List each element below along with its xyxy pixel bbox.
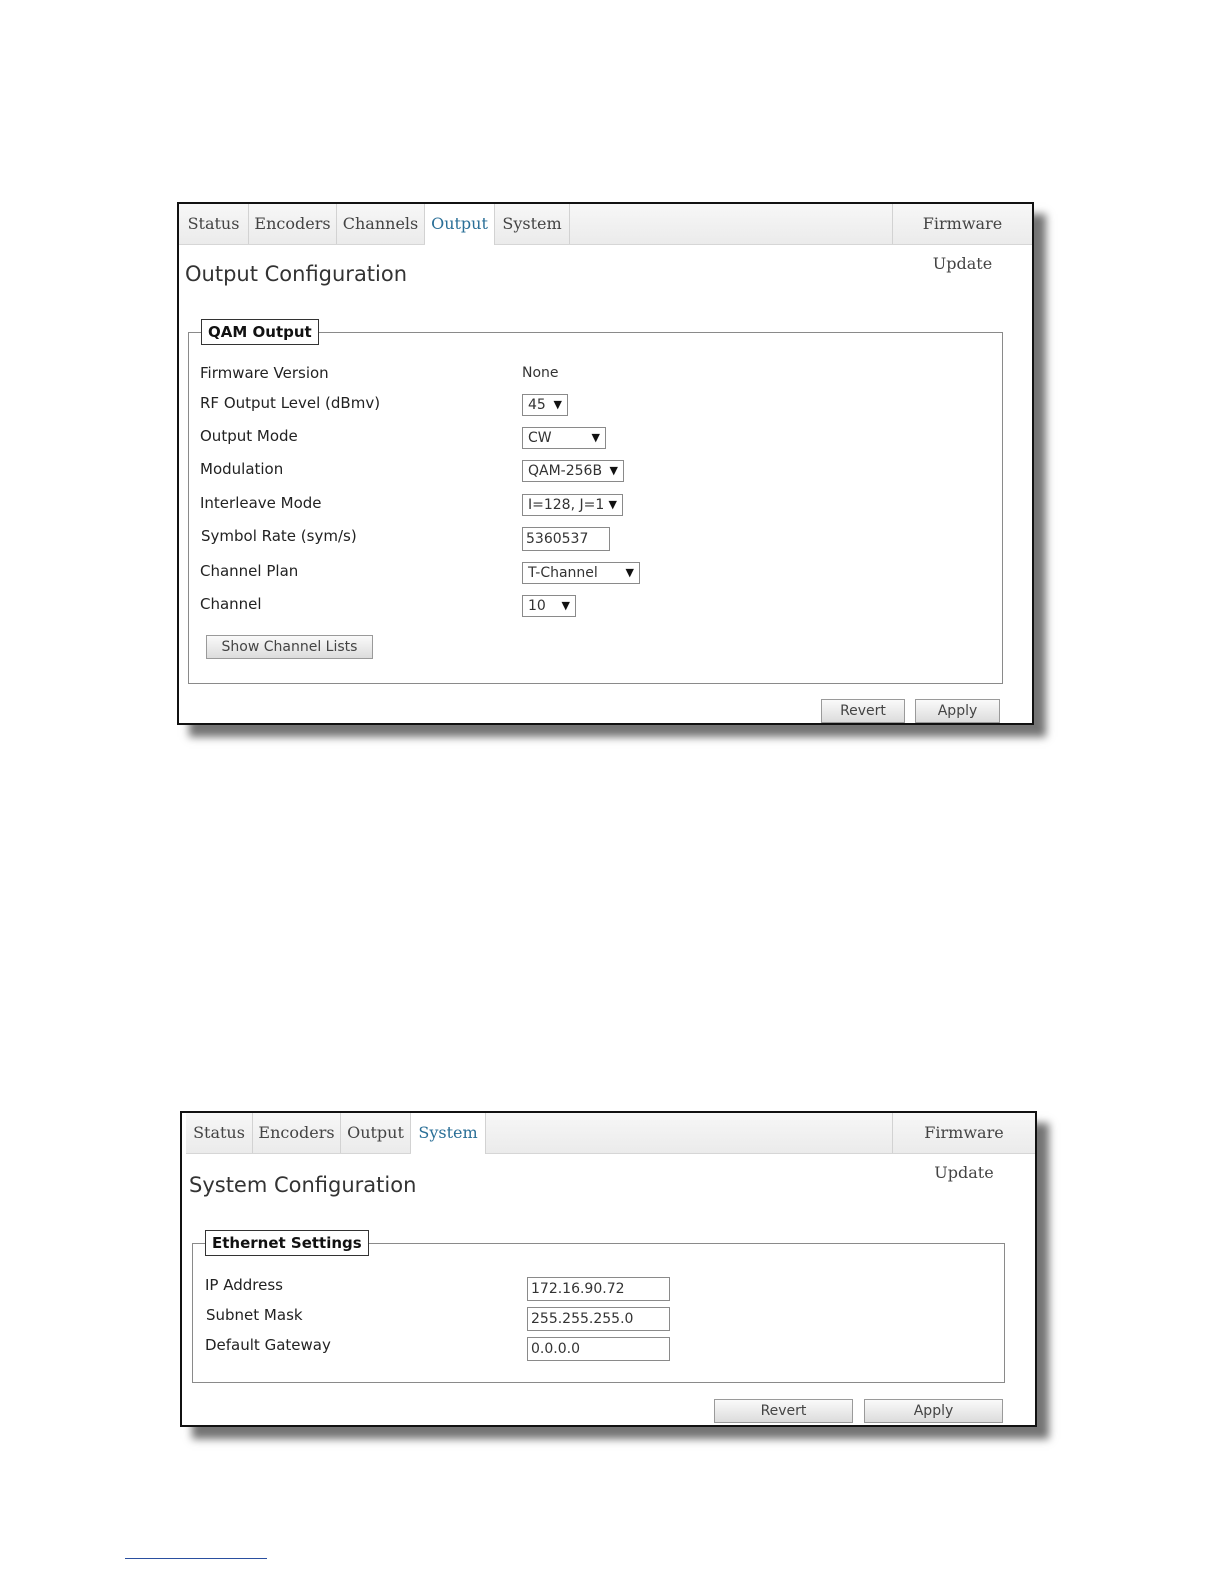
output-mode-select[interactable] — [522, 427, 606, 449]
channel-plan-select[interactable] — [522, 562, 640, 584]
output-config-screenshot — [177, 202, 1034, 725]
tab-encoders[interactable]: Encoders — [249, 204, 337, 244]
channel-plan-value: T-Channel — [528, 565, 598, 581]
channel-plan-label: Channel Plan — [200, 562, 299, 580]
default-gateway-label: Default Gateway — [205, 1336, 331, 1354]
tab-bar — [179, 204, 1032, 273]
qam-output-legend: QAM Output — [201, 319, 319, 345]
firmware-version-label: Firmware Version — [200, 364, 329, 382]
symbol-rate-label: Symbol Rate (sym/s) — [201, 527, 357, 545]
chevron-down-icon: ▼ — [553, 398, 562, 411]
tab-bar — [186, 1113, 1035, 1182]
modulation-select[interactable] — [522, 460, 624, 482]
footnote-divider — [125, 1558, 267, 1559]
tab-output[interactable]: Output — [341, 1113, 411, 1153]
tab-firmware-update[interactable]: Firmware Update — [892, 1113, 1035, 1153]
chevron-down-icon: ▼ — [561, 599, 570, 612]
chevron-down-icon: ▼ — [609, 464, 618, 477]
page-title: System Configuration — [189, 1173, 417, 1197]
tab-output[interactable]: Output — [425, 204, 495, 245]
default-gateway-input[interactable]: 0.0.0.0 — [527, 1337, 670, 1361]
tab-system[interactable]: System — [411, 1113, 486, 1154]
symbol-rate-input[interactable]: 5360537 — [522, 527, 610, 551]
chevron-down-icon: ▼ — [608, 498, 617, 511]
interleave-mode-value: I=128, J=1 — [528, 497, 605, 513]
tab-encoders[interactable]: Encoders — [253, 1113, 341, 1153]
chevron-down-icon: ▼ — [591, 431, 600, 444]
page-title: Output Configuration — [185, 262, 408, 286]
chevron-down-icon: ▼ — [625, 566, 634, 579]
tab-firmware-update[interactable]: Firmware Update — [892, 204, 1032, 244]
subnet-mask-label: Subnet Mask — [206, 1306, 303, 1324]
apply-button[interactable]: Apply — [864, 1399, 1003, 1423]
tab-channels[interactable]: Channels — [337, 204, 425, 244]
channel-label: Channel — [200, 595, 262, 613]
revert-button[interactable]: Revert — [714, 1399, 853, 1423]
subnet-mask-input[interactable]: 255.255.255.0 — [527, 1307, 670, 1331]
tab-status[interactable]: Status — [179, 204, 249, 244]
output-mode-label: Output Mode — [200, 427, 298, 445]
ip-address-label: IP Address — [205, 1276, 283, 1294]
rf-output-level-value: 45 — [528, 397, 546, 413]
interleave-mode-select[interactable] — [522, 494, 623, 516]
tab-status[interactable]: Status — [186, 1113, 253, 1153]
system-config-screenshot — [180, 1111, 1037, 1427]
show-channel-lists-button[interactable]: Show Channel Lists — [206, 635, 373, 659]
firmware-version-value: None — [522, 365, 559, 381]
output-mode-value: CW — [528, 430, 552, 446]
modulation-label: Modulation — [200, 460, 284, 478]
interleave-mode-label: Interleave Mode — [200, 494, 322, 512]
rf-output-level-label: RF Output Level (dBmv) — [200, 394, 381, 412]
ip-address-input[interactable]: 172.16.90.72 — [527, 1277, 670, 1301]
rf-output-level-select[interactable] — [522, 394, 568, 416]
apply-button[interactable]: Apply — [915, 699, 1000, 723]
channel-value: 10 — [528, 598, 546, 614]
tab-system[interactable]: System — [495, 204, 570, 244]
modulation-value: QAM-256B — [528, 463, 603, 479]
revert-button[interactable]: Revert — [821, 699, 905, 723]
ethernet-settings-legend: Ethernet Settings — [205, 1230, 369, 1256]
channel-select[interactable] — [522, 595, 576, 617]
